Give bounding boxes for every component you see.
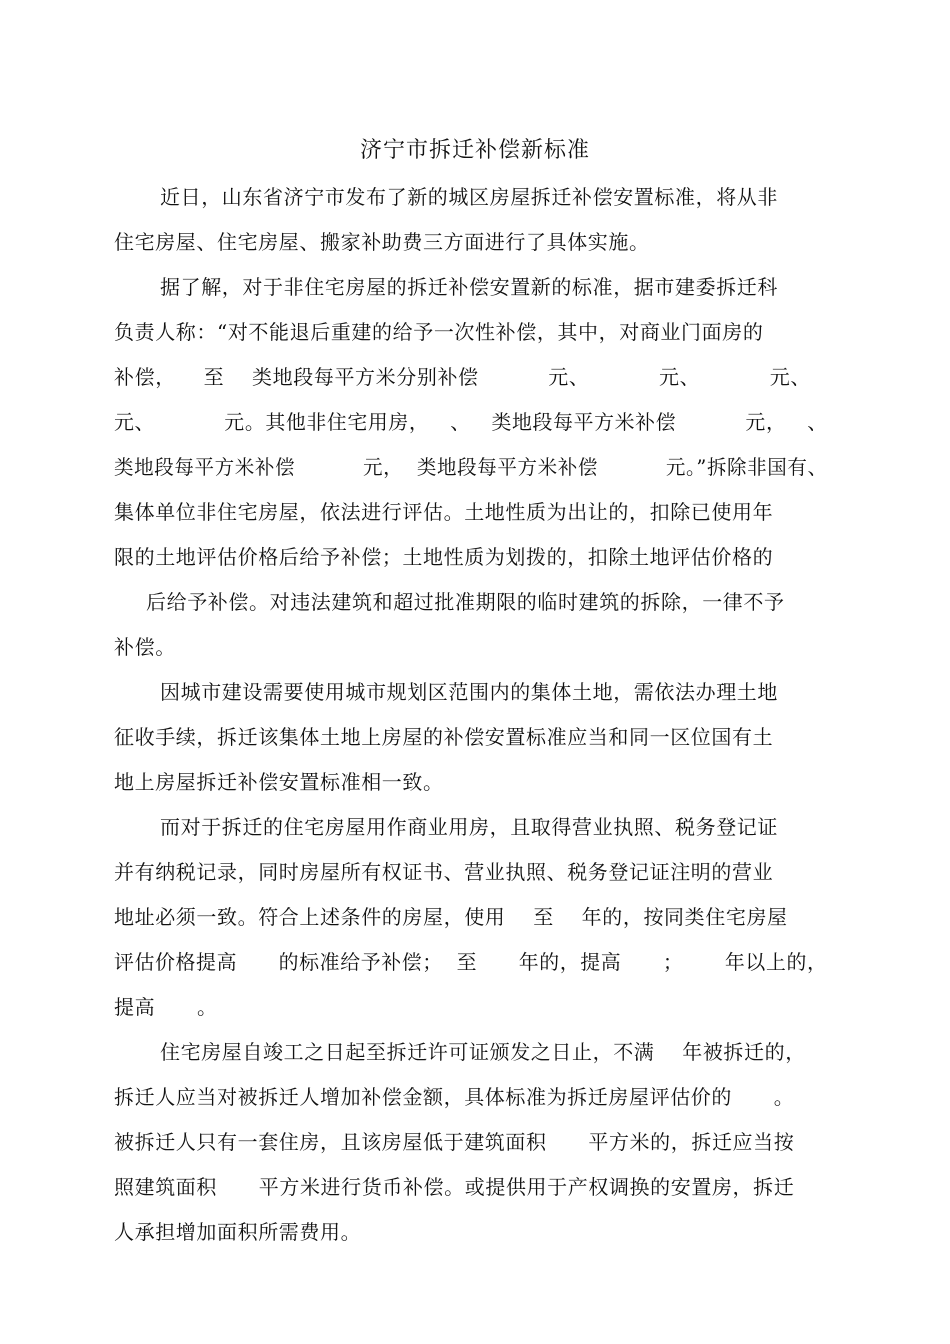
paragraph-line: 据了解，对于非住宅房屋的拆迁补偿安置新的标准，据市建委拆迁科: [160, 275, 778, 299]
paragraph-line: 类地段每平方米补偿 元， 类地段每平方米补偿 元。”拆除非国有、: [114, 455, 828, 479]
paragraph-line: 限的土地评估价格后给予补偿；土地性质为划拨的，扣除土地评估价格的: [114, 545, 774, 569]
paragraph-line: 评估价格提高 的标准给予补偿； 至 年的，提高 ； 年以上的，: [114, 950, 828, 974]
paragraph-line: 拆迁人应当对被拆迁人增加补偿金额，具体标准为拆迁房屋评估价的 。: [114, 1085, 795, 1109]
paragraph-line: 元、 元。其他非住宅用房， 、 类地段每平方米补偿 元， 、: [114, 410, 828, 434]
paragraph-line: 地址必须一致。符合上述条件的房屋，使用 至 年的，按同类住宅房屋: [114, 905, 788, 929]
paragraph-line: 住宅房屋自竣工之日起至拆迁许可证颁发之日止，不满 年被拆迁的，: [160, 1040, 806, 1064]
paragraph-line: 地上房屋拆迁补偿安置标准相一致。: [114, 770, 444, 794]
paragraph-line: 提高 。: [114, 995, 218, 1019]
paragraph-line: 人承担增加面积所需费用。: [114, 1220, 362, 1244]
paragraph-line: 而对于拆迁的住宅房屋用作商业用房，且取得营业执照、税务登记证: [160, 815, 778, 839]
paragraph-line: 后给予补偿。对违法建筑和超过批准期限的临时建筑的拆除，一律不予: [146, 590, 785, 614]
paragraph-line: 负责人称：“对不能退后重建的给予一次性补偿，其中，对商业门面房的: [114, 320, 764, 344]
paragraph-line: 被拆迁人只有一套住房，且该房屋低于建筑面积 平方米的，拆迁应当按: [114, 1130, 795, 1154]
paragraph-line: 集体单位非住宅房屋，依法进行评估。土地性质为出让的，扣除已使用年: [114, 500, 774, 524]
paragraph-line: 因城市建设需要使用城市规划区范围内的集体土地，需依法办理土地: [160, 680, 778, 704]
paragraph-line: 住宅房屋、住宅房屋、搬家补助费三方面进行了具体实施。: [114, 230, 650, 254]
document-title: 济宁市拆迁补偿新标准: [359, 138, 590, 163]
paragraph-line: 并有纳税记录，同时房屋所有权证书、营业执照、税务登记证注明的营业: [114, 860, 774, 884]
paragraph-line: 补偿。: [114, 635, 176, 659]
paragraph-line: 补偿， 至 类地段每平方米分别补偿 元、 元、 元、: [114, 365, 811, 389]
paragraph-line: 照建筑面积 平方米进行货币补偿。或提供用于产权调换的安置房，拆迁: [114, 1175, 795, 1199]
paragraph-line: 近日，山东省济宁市发布了新的城区房屋拆迁补偿安置标准，将从非: [160, 185, 778, 209]
paragraph-line: 征收手续，拆迁该集体土地上房屋的补偿安置标准应当和同一区位国有土: [114, 725, 774, 749]
